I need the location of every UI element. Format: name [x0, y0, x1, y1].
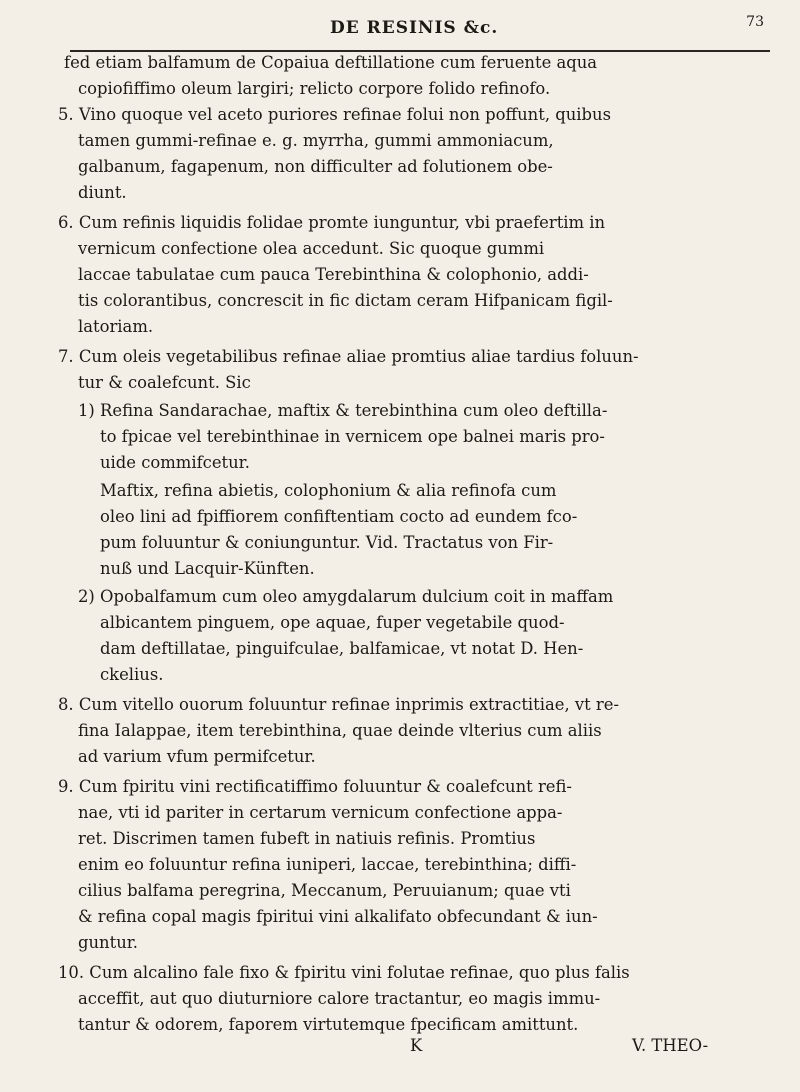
text-line: & refina copal magis fpiritui vini alkalifato obfecundant & iun- — [78, 907, 598, 926]
signature-mark: K — [410, 1036, 423, 1055]
page-header — [0, 8, 800, 48]
text-line: diunt. — [78, 183, 127, 202]
text-line: 9. Cum fpiritu vini rectificatiffimo foluuntur & coalefcunt refi- — [58, 777, 572, 796]
text-line: tamen gummi-refinae e. g. myrrha, gummi ammoniacum, — [78, 131, 554, 150]
text-line: uide commifcetur. — [100, 453, 250, 472]
text-line: 2) Opobalfamum cum oleo amygdalarum dulcium coit in maffam — [78, 587, 614, 606]
text-line: guntur. — [78, 933, 138, 952]
text-line: dam deftillatae, pinguifculae, balfamicae, vt notat D. Hen- — [100, 639, 584, 658]
text-line: copiofiffimo oleum largiri; relicto corpore folido refinofo. — [78, 79, 551, 98]
text-line: 8. Cum vitello ouorum foluuntur refinae inprimis extractitiae, vt re- — [58, 695, 619, 714]
text-line: albicantem pinguem, ope aquae, fuper vegetabile quod- — [100, 613, 565, 632]
text-line: oleo lini ad fpiffiorem confiftentiam cocto ad eundem fco- — [100, 507, 578, 526]
text-line: tur & coalefcunt. Sic — [78, 373, 251, 392]
text-line: 7. Cum oleis vegetabilibus refinae aliae promtius aliae tardius foluun- — [58, 347, 639, 366]
text-line: Maftix, refina abietis, colophonium & alia refinofa cum — [100, 481, 557, 500]
page-number: 73 — [746, 14, 764, 30]
text-line: 1) Refina Sandarachae, maftix & terebinthina cum oleo deftilla- — [78, 401, 608, 420]
text-line: ret. Discrimen tamen fubeft in natiuis refinis. Promtius — [78, 829, 536, 848]
text-line: to fpicae vel terebinthinae in vernicem ope balnei maris pro- — [100, 427, 605, 446]
text-line: 10. Cum alcalino fale fixo & fpiritu vini folutae refinae, quo plus falis — [58, 963, 630, 982]
text-line: vernicum confectione olea accedunt. Sic quoque gummi — [78, 239, 545, 258]
running-head: DE RESINIS &c. — [330, 18, 499, 38]
text-line: acceffit, aut quo diuturniore calore tractantur, eo magis immu- — [78, 989, 601, 1008]
text-line: galbanum, fagapenum, non difficulter ad folutionem obe- — [78, 157, 553, 176]
text-line: fina Ialappae, item terebinthina, quae deinde vlterius cum aliis — [78, 721, 602, 740]
text-line: tantur & odorem, faporem virtutemque fpecificam amittunt. — [78, 1015, 579, 1034]
text-line: cilius balfama peregrina, Meccanum, Peruuianum; quae vti — [78, 881, 571, 900]
text-line: latoriam. — [78, 317, 154, 336]
text-line: ckelius. — [100, 665, 164, 684]
text-line: 5. Vino quoque vel aceto puriores refinae folui non poffunt, quibus — [58, 105, 611, 124]
text-line: laccae tabulatae cum pauca Terebinthina & colophonio, addi- — [78, 265, 589, 284]
text-line: 6. Cum refinis liquidis folidae promte iunguntur, vbi praefertim in — [58, 213, 606, 232]
text-line: enim eo foluuntur refina iuniperi, laccae, terebinthina; diffi- — [78, 855, 577, 874]
text-line: ad varium vfum permifcetur. — [78, 747, 316, 766]
text-line: nae, vti id pariter in certarum vernicum confectione appa- — [78, 803, 563, 822]
catchword: V. THEO- — [632, 1036, 709, 1055]
text-line: nuß und Lacquir-Künften. — [100, 559, 315, 578]
text-line: fed etiam balfamum de Copaiua deftillatione cum feruente aqua — [64, 53, 598, 72]
text-line: pum foluuntur & coniunguntur. Vid. Tractatus von Fir- — [100, 533, 554, 552]
text-line: tis colorantibus, concrescit in fic dictam ceram Hifpanicam figil- — [78, 291, 613, 310]
